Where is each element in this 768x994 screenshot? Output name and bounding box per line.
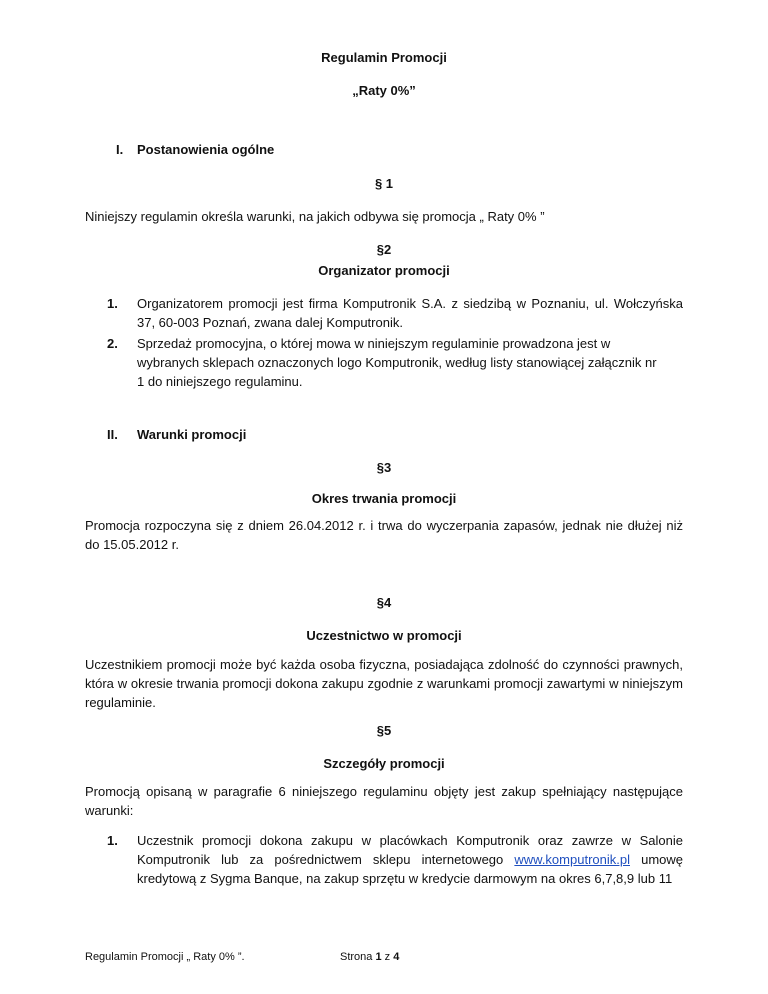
section-1-heading: Postanowienia ogólne	[137, 142, 275, 157]
list-text-end: umowę kredytową z Sygma Banque, na zakup sprzętu w kredycie darmowym na okres 6,7,8,9 lub 11	[137, 852, 683, 886]
page-prefix: Strona	[340, 951, 376, 963]
document-title: Regulamin Promocji	[321, 50, 447, 65]
paragraph-2-heading: Organizator promocji	[318, 263, 450, 278]
footer-page-number	[340, 948, 399, 967]
paragraph-5-text: Promocją opisaną w paragrafie 6 niniejszego regulaminu objęty jest zakup spełniający następujące warunki:	[85, 784, 683, 818]
section-2-heading: Warunki promocji	[137, 427, 247, 442]
paragraph-3-sign: §3	[376, 460, 392, 475]
page-total: 4	[393, 951, 400, 963]
paragraph-4-sign: §4	[376, 595, 392, 610]
section-1-numeral: I.	[116, 142, 124, 157]
paragraph-3-text: Promocja rozpoczyna się z dniem 26.04.2012 r. i trwa do wyczerpania zapasów, jednak nie dłużej niż do 15.05.2012 r.	[85, 518, 683, 552]
paragraph-2-item-2	[107, 334, 683, 391]
paragraph-5-sign: §5	[376, 723, 392, 738]
list-number: 2.	[107, 336, 118, 351]
paragraph-3-heading: Okres trwania promocji	[311, 491, 457, 506]
document-subtitle: „Raty 0%”	[352, 83, 416, 98]
page-current: 1	[375, 951, 382, 963]
list-text: Sprzedaż promocyjna, o której mowa w niniejszym regulaminie prowadzona jest w wybranych sklepach oznaczonych logo Komputronik, według listy stanowiącej załącznik nr 1 do niniejszego regulaminu.	[137, 336, 657, 389]
paragraph-1-text: Niniejszy regulamin określa warunki, na jakich odbywa się promocja „ Raty 0% ”	[85, 209, 545, 224]
paragraph-2-sign: §2	[376, 242, 392, 257]
list-text: Organizatorem promocji jest firma Komputronik S.A. z siedzibą w Poznaniu, ul. Wołczyńska 37, 60-003 Poznań, zwana dalej Komputronik.	[137, 296, 683, 330]
paragraph-4-text: Uczestnikiem promocji może być każda osoba fizyczna, posiadająca zdolność do czynności prawnych, która w okresie trwania promocji dokona zakupu zgodnie z warunkami promocji zawartymi w niniejszym regulaminie.	[85, 657, 683, 710]
list-text	[137, 831, 683, 888]
komputronik-link[interactable]: www.komputronik.pl	[514, 852, 630, 867]
list-number: 1.	[107, 833, 118, 848]
paragraph-5-heading: Szczegóły promocji	[323, 756, 445, 771]
section-2-numeral: II.	[107, 427, 118, 442]
list-text-start: Uczestnik promocji dokona zakupu w placówkach Komputronik oraz zawrze w Salonie Komputronik lub za pośrednictwem sklepu internetowego	[137, 833, 683, 867]
list-number: 1.	[107, 296, 118, 311]
footer-left: Regulamin Promocji „ Raty 0% ”.	[85, 951, 245, 963]
paragraph-5-item-1	[107, 831, 683, 888]
paragraph-2-item-1	[107, 294, 683, 332]
paragraph-1-sign: § 1	[374, 176, 394, 191]
page-separator: z	[381, 951, 394, 963]
paragraph-4-heading: Uczestnictwo w promocji	[306, 628, 462, 643]
